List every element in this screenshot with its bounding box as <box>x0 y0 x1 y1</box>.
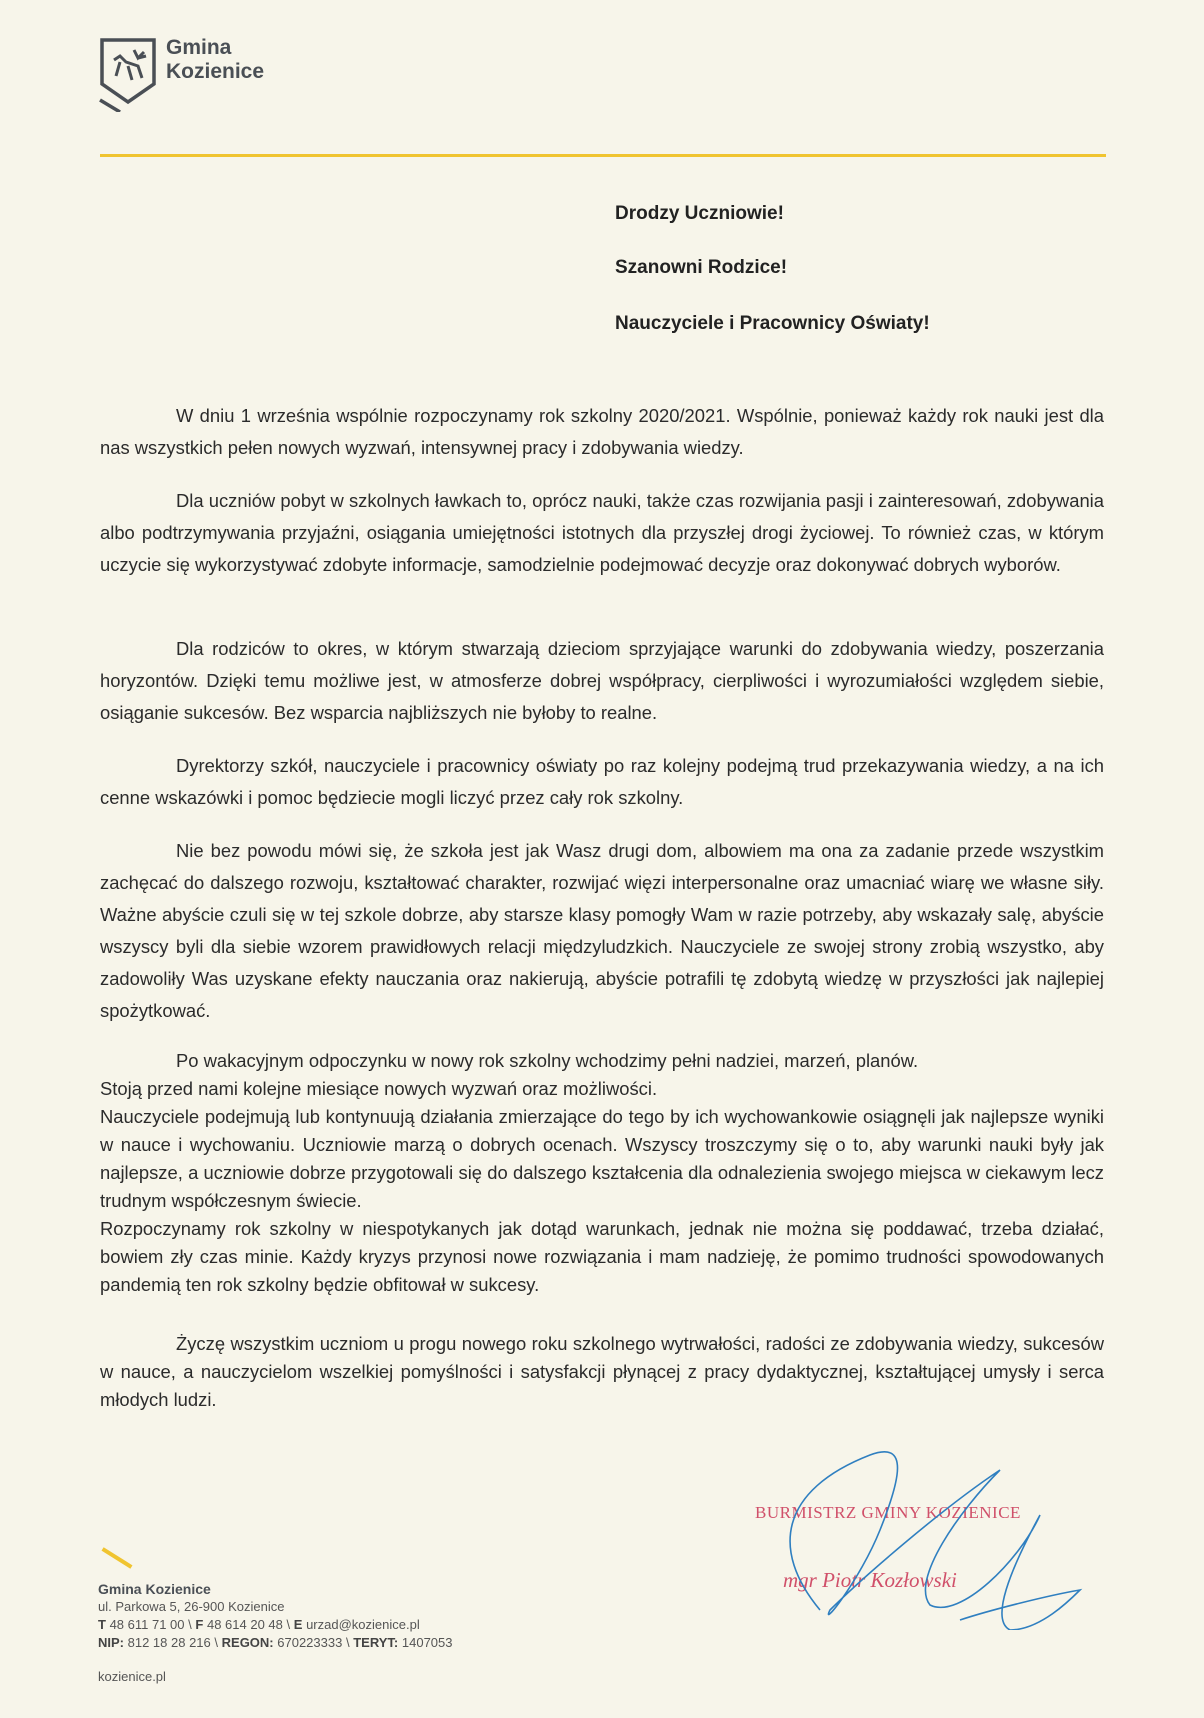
stamp-title: BURMISTRZ GMINY KOZIENICE <box>755 1503 1021 1522</box>
closing-paragraph <box>100 1330 1104 1414</box>
paragraph-text: Po wakacyjnym odpoczynku w nowy rok szkolny wchodzimy pełni nadziei, marzeń, planów. <box>176 1050 919 1071</box>
municipality-logo <box>98 36 264 112</box>
deer-shield-icon <box>98 36 158 112</box>
logo-line2: Kozienice <box>166 60 265 83</box>
handwritten-signature <box>760 1430 1100 1630</box>
paragraph-text: W dniu 1 września wspólnie rozpoczynamy rok szkolny 2020/2021. Wspólnie, ponieważ każdy rok nauki jest dla nas wszystkich pełen nowych wyzwań, intensywnej pracy i zdobywania wiedzy. <box>100 405 1104 458</box>
accent-mark <box>102 1547 133 1568</box>
paragraph-1 <box>100 400 1104 464</box>
logo-line1: Gmina <box>166 36 232 59</box>
footer-contact <box>98 1556 453 1686</box>
paragraph-text: Nauczyciele podejmują lub kontynuują działania zmierzające do tego by ich wychowankowie osiągnęli jak najlepsze wyniki w nauce i wychowaniu. Uczniowie marzą o dobrych ocenach. Wszyscy troszczymy się o to, aby warunki nauki były jak najlepsze, a uczniowie dobrze przygotowali się do dalszego kształcenia dla odnalezienia swojego miejsca w ciekawym lecz trudnym współczesnym świecie. <box>100 1106 1104 1211</box>
footer-ids <box>98 1634 453 1652</box>
phone-label: T <box>98 1617 106 1632</box>
paragraph-3 <box>100 633 1104 729</box>
paragraph-text: Dla uczniów pobyt w szkolnych ławkach to, oprócz nauki, także czas rozwijania pasji i zainteresowań, zdobywania albo podtrzymywania przyjaźni, osiągania umiejętności istotnych dla przyszłej drogi życiowej. To również czas, w którym uczycie się wykorzystywać zdobyte informacje, samodzielnie podejmować decyzje oraz dokonywać dobrych wyborów. <box>100 490 1104 575</box>
separator: \ <box>214 1635 219 1650</box>
greeting-teachers: Nauczyciele i Pracownicy Oświaty! <box>615 313 930 334</box>
separator: \ <box>188 1617 192 1632</box>
header-divider <box>100 154 1106 157</box>
paragraph-4 <box>100 750 1104 814</box>
paragraph-text: Stoją przed nami kolejne miesiące nowych wyzwań oraz możliwości. <box>100 1078 658 1099</box>
paragraph-text: Życzę wszystkim uczniom u progu nowego roku szkolnego wytrwałości, radości ze zdobywania wiedzy, sukcesów w nauce, a nauczycielom wszelkiej pomyślności i satysfakcji płynącej z pracy dydaktycznej, kształtującej umysły i serca młodych ludzi. <box>100 1333 1104 1410</box>
fax-value: 48 614 20 48 <box>206 1617 283 1632</box>
email-label: E <box>293 1617 303 1632</box>
regon-value: 670223333 <box>277 1635 343 1650</box>
phone-value: 48 611 71 00 <box>109 1617 185 1632</box>
paragraph-2 <box>100 485 1104 581</box>
nip-value: 812 18 28 216 <box>127 1635 211 1650</box>
email-value: urzad@kozienice.pl <box>306 1617 420 1632</box>
stamp-name: mgr Piotr Kozłowski <box>783 1568 957 1592</box>
paragraph-text: Nie bez powodu mówi się, że szkoła jest jak Wasz drugi dom, albowiem ma ona za zadanie przede wszystkim zachęcać do dalszego rozwoju, kształtować charakter, rozwijać więzi interpersonalne oraz umacniać wiarę we własne siły. Ważne abyście czuli się w tej szkole dobrze, aby starsze klasy pomogły Wam w razie potrzeby, aby wskazały salę, abyście wszyscy byli dla siebie wzorem prawidłowych relacji międzyludzkich. Nauczyciele ze swojej strony zrobią wszystko, aby zadowoliły Was uzyskane efekty nauczania oraz nakierują, abyście potrafili tę zdobytą wiedzę w przyszłości jak najlepiej spożytkować. <box>100 840 1104 1021</box>
separator: \ <box>345 1635 350 1650</box>
footer-address: ul. Parkowa 5, 26-900 Kozienice <box>98 1599 285 1614</box>
regon-label: REGON: <box>221 1635 274 1650</box>
paragraph-text: Rozpoczynamy rok szkolny w niespotykanych jak dotąd warunkach, jednak nie można się poddawać, trzeba działać, bowiem zły czas minie. Każdy kryzys przynosi nowe rozwiązania i mam nadzieję, że pomimo trudności spowodowanych pandemią ten rok szkolny będzie obfitował w sukcesy. <box>100 1218 1104 1295</box>
paragraph-5 <box>100 835 1104 1027</box>
footer-website: kozienice.pl <box>98 1669 166 1684</box>
teryt-label: TERYT: <box>353 1635 399 1650</box>
teryt-value: 1407053 <box>401 1635 453 1650</box>
greeting-parents: Szanowni Rodzice! <box>615 257 788 278</box>
separator: \ <box>286 1617 291 1632</box>
footer-phones <box>98 1616 453 1634</box>
nip-label: NIP: <box>98 1635 124 1650</box>
greeting-students: Drodzy Uczniowie! <box>615 203 784 224</box>
paragraph-text: Dyrektorzy szkół, nauczyciele i pracownicy oświaty po raz kolejny podejmą trud przekazywania wiedzy, a na ich cenne wskazówki i pomoc będziecie mogli liczyć przez cały rok szkolny. <box>100 755 1104 808</box>
fax-label: F <box>195 1617 204 1632</box>
footer-name: Gmina Kozienice <box>98 1581 211 1597</box>
paragraph-6 <box>100 1047 1104 1299</box>
paragraph-text: Dla rodziców to okres, w którym stwarzają dzieciom sprzyjające warunki do zdobywania wiedzy, poszerzania horyzontów. Dzięki temu możliwe jest, w atmosferze dobrej współpracy, cierpliwości i wyrozumiałości względem siebie, osiąganie sukcesów. Bez wsparcia najbliższych nie byłoby to realne. <box>100 638 1104 723</box>
